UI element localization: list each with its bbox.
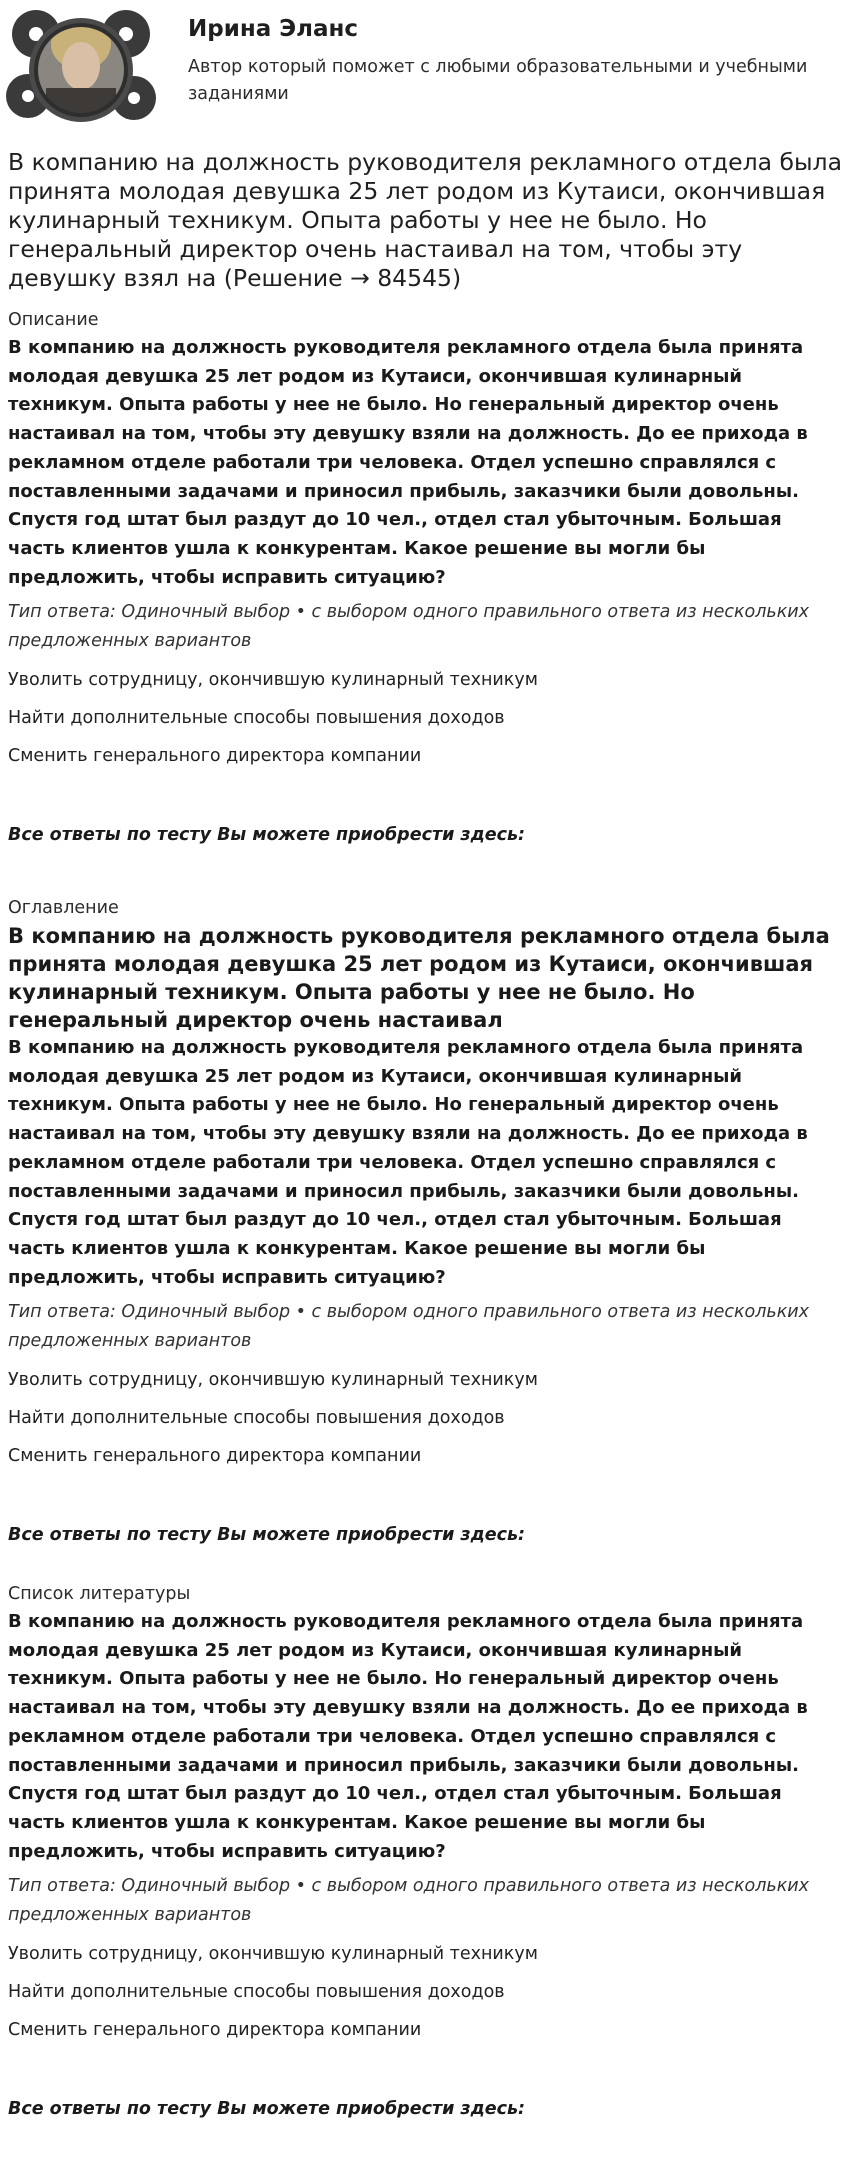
answer-options: [8, 1935, 843, 2049]
answer-type: Тип ответа: Одиночный выбор • с выбором одного правильного ответа из нескольких предложенных вариантов: [8, 1302, 810, 1352]
author-avatar[interactable]: [6, 4, 156, 134]
question-text: В компанию на должность руководителя рекламного отдела была принята молодая девушка 25 лет родом из Кутаиси, окончившая кулинарный техникум. Опыта работы у нее не было. Но генеральный директор очень настаивал на том, чтобы эту девушку взяли на должность. До ее прихода в рекламном отделе работали три человека. Отдел успешно справлялся с поставленными задачами и приносил прибыль, заказчики были довольны. Спустя год штат был раздут до 10 чел., отдел стал убыточным. Большая часть клиентов ушла к конкурентам. Какое решение вы могли бы предложить, чтобы исправить ситуацию?: [8, 1611, 808, 1862]
section-toc: [8, 895, 843, 1549]
section-description: [8, 307, 843, 849]
author-description: Автор который поможет с любыми образовательными и учебными заданиями: [188, 57, 808, 104]
author-card: [6, 4, 841, 134]
answer-option[interactable]: Сменить генерального директора компании: [8, 1446, 422, 1467]
buy-answers-text[interactable]: Все ответы по тесту Вы можете приобрести здесь:: [8, 1525, 526, 1546]
page-title: В компанию на должность руководителя рекламного отдела была принята молодая девушка 25 лет родом из Кутаиси, окончившая кулинарный техникум. Опыта работы у нее не было. Но генеральный директор очень настаивал на том, чтобы эту девушку взял на (Решение → 84545): [8, 148, 842, 292]
answer-option[interactable]: Найти дополнительные способы повышения доходов: [8, 1408, 505, 1429]
buy-answers-text[interactable]: Все ответы по тесту Вы можете приобрести здесь:: [8, 2099, 526, 2120]
section-label: Описание: [8, 310, 99, 330]
answer-type: Тип ответа: Одиночный выбор • с выбором одного правильного ответа из нескольких предложенных вариантов: [8, 602, 810, 652]
answer-option[interactable]: Уволить сотрудницу, окончившую кулинарный техникум: [8, 1370, 538, 1391]
answer-option[interactable]: Уволить сотрудницу, окончившую кулинарный техникум: [8, 1944, 538, 1965]
section-label: Список литературы: [8, 1584, 191, 1604]
author-name[interactable]: Ирина Эланс: [188, 16, 359, 42]
answer-option[interactable]: Найти дополнительные способы повышения доходов: [8, 1982, 505, 2003]
buy-answers-text[interactable]: Все ответы по тесту Вы можете приобрести здесь:: [8, 825, 526, 846]
toc-heading: В компанию на должность руководителя рекламного отдела была принята молодая девушка 25 лет родом из Кутаиси, окончившая кулинарный техникум. Опыта работы у нее не было. Но генеральный директор очень настаивал: [8, 924, 830, 1032]
question-text: В компанию на должность руководителя рекламного отдела была принята молодая девушка 25 лет родом из Кутаиси, окончившая кулинарный техникум. Опыта работы у нее не было. Но генеральный директор очень настаивал на том, чтобы эту девушку взяли на должность. До ее прихода в рекламном отделе работали три человека. Отдел успешно справлялся с поставленными задачами и приносил прибыль, заказчики были довольны. Спустя год штат был раздут до 10 чел., отдел стал убыточным. Большая часть клиентов ушла к конкурентам. Какое решение вы могли бы предложить, чтобы исправить ситуацию?: [8, 1037, 808, 1288]
section-bibliography: [8, 1581, 843, 2123]
answer-option[interactable]: Сменить генерального директора компании: [8, 2020, 422, 2041]
answer-options: [8, 661, 843, 775]
answer-option[interactable]: Сменить генерального директора компании: [8, 746, 422, 767]
answer-option[interactable]: Найти дополнительные способы повышения доходов: [8, 708, 505, 729]
answer-option[interactable]: Уволить сотрудницу, окончившую кулинарный техникум: [8, 670, 538, 691]
question-text: В компанию на должность руководителя рекламного отдела была принята молодая девушка 25 лет родом из Кутаиси, окончившая кулинарный техникум. Опыта работы у нее не было. Но генеральный директор очень настаивал на том, чтобы эту девушку взяли на должность. До ее прихода в рекламном отделе работали три человека. Отдел успешно справлялся с поставленными задачами и приносил прибыль, заказчики были довольны. Спустя год штат был раздут до 10 чел., отдел стал убыточным. Большая часть клиентов ушла к конкурентам. Какое решение вы могли бы предложить, чтобы исправить ситуацию?: [8, 337, 808, 588]
answer-options: [8, 1361, 843, 1475]
answer-type: Тип ответа: Одиночный выбор • с выбором одного правильного ответа из нескольких предложенных вариантов: [8, 1876, 810, 1926]
section-label: Оглавление: [8, 898, 119, 918]
